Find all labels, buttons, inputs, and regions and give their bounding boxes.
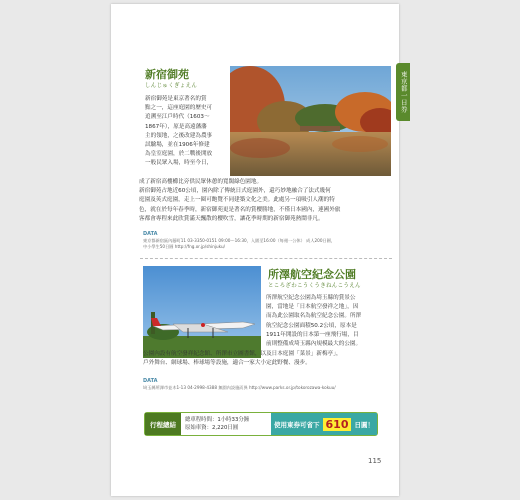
- section2-body-full: [143, 350, 391, 368]
- text-line: 新宿御苑是東京著名的賞: [145, 96, 207, 102]
- section1-kana: しんじゅくぎょえん: [145, 83, 198, 89]
- section1-data-label: DATA: [143, 231, 158, 237]
- garden-photo: [230, 66, 391, 176]
- section1-data-info: [143, 238, 393, 250]
- text-line: 公園內設有航空發祥紀念館、所澤市立圖書館，以及日本庭園「菜景」新梅亭」，: [143, 351, 342, 357]
- text-line: 試驗場，並在1906年修建: [145, 142, 210, 149]
- page-number: 115: [368, 457, 382, 465]
- section2-body-wrap: [266, 294, 390, 349]
- text-line: 戶外舞台、網球場、棒球場等設施，適合一家大小定此野餐、漫步。: [143, 360, 311, 367]
- text-line: 主的領地，之後改建為農事: [145, 132, 213, 139]
- data-line: 東京都新宿區內藤町11 03-3350-0151 09:00～16:30，入園至16:00（每週一公休） 成人200日圓，: [143, 238, 336, 243]
- section2-data-info: [143, 385, 393, 391]
- text-line: 點之一，這座庭園的歷史可: [145, 105, 213, 112]
- trip-summary-bar: [144, 412, 378, 436]
- data-line: 埼玉縣所澤市並木1-13 04-2998-4388 無園內設施而異 http://www.parks.or.jp/tokorozawa-kokuu/: [143, 385, 336, 390]
- summary-label: 行程總結: [145, 413, 181, 435]
- text-line: 前則整備成埼玉縣內規模最大的公園。: [266, 341, 362, 348]
- text-line: 園，當地是「日本航空發祥之地」，因: [266, 304, 359, 311]
- savings-prefix: 使用東券可省下: [274, 420, 320, 429]
- section1-body-wrap: [145, 95, 227, 169]
- text-line: 色，就在於每年春季時，新宿御苑更是著名的賞櫻勝地，不僅日本國內，連國外旅: [139, 206, 341, 213]
- airplane-photo: [143, 266, 261, 358]
- section1-body-full: [139, 178, 391, 224]
- text-line: 一般民眾入場，時至今日，: [145, 160, 213, 167]
- text-line: 航空紀念公園面積50.2公頃，原本是: [266, 322, 357, 329]
- text-line: 客都會專程來此欣賞滿天飄散的櫻吹雪，讓花季時期的新宿御苑熱鬧非凡。: [139, 215, 324, 222]
- data-line: 中小學生50日圓 http://fng.or.jp/shinjuku/: [143, 244, 226, 249]
- text-line: 成了新宿高樓櫛比旁供民眾休憩的寬闊綠色園地。: [139, 179, 263, 185]
- text-line: 所澤航空紀念公園為埼玉縣的賞景公: [266, 295, 356, 301]
- text-line: 1867年），原是高遠藩藩: [145, 123, 207, 130]
- section-divider: [140, 258, 392, 259]
- text-line: 庭園及英式庭園，走上一圈可飽覽不同建築文化之美。此處另一項吸引人潮的特: [139, 197, 335, 204]
- savings-suffix: 日圓！: [354, 420, 374, 429]
- savings-amount: 610: [323, 418, 352, 431]
- section2-data-label: DATA: [143, 378, 158, 384]
- section2-title: 所澤航空紀念公園: [268, 268, 356, 281]
- section2-kana: ところざわこうくうきねんこうえん: [268, 283, 361, 289]
- section-side-tab: 東京都一日券: [396, 63, 410, 121]
- text-line: 而為此公園取名為航空紀念公園。所澤: [266, 313, 362, 320]
- summary-original-fare: 原始車資：2,220日圓: [185, 425, 239, 431]
- summary-travel-time: 總車程時間：1小時33分鐘: [185, 417, 250, 423]
- text-line: 追溯至江戶時代（1603～: [145, 114, 210, 121]
- text-line: 新宿御苑占地近60公頃，園內除了傳統日式庭園外，還巧妙地融合了法式幾何: [139, 188, 331, 195]
- section1-title: 新宿御苑: [145, 68, 189, 81]
- summary-savings: [271, 413, 377, 435]
- text-line: 為皇室庭園，於二戰後開放: [145, 151, 213, 158]
- summary-details: [185, 416, 249, 432]
- text-line: 1911年開設的日本第一座飛行場，目: [266, 331, 359, 338]
